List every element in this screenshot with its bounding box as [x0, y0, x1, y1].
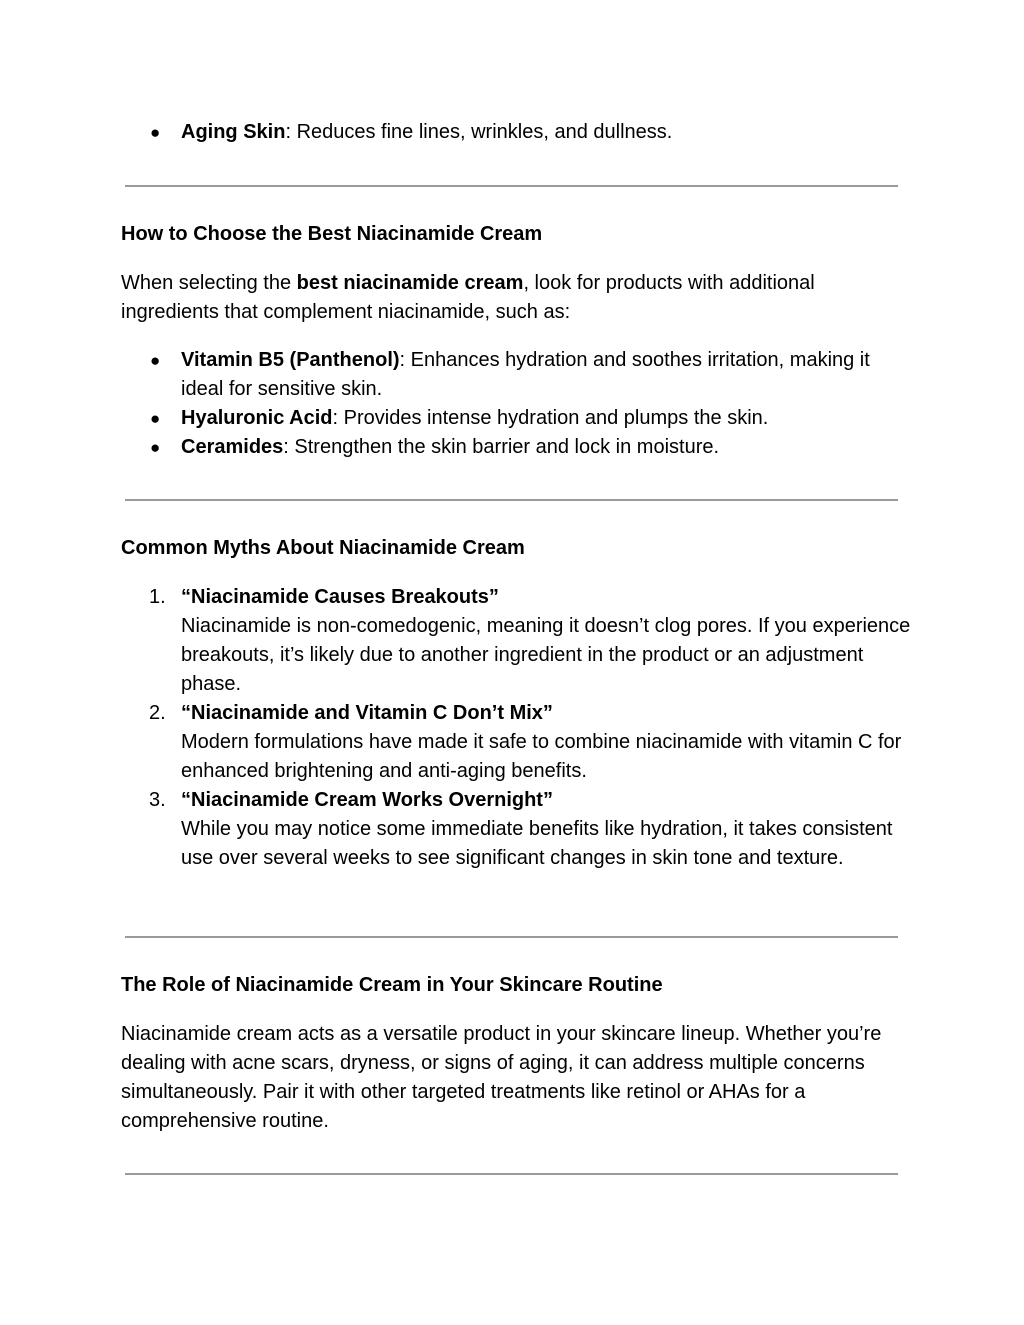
- list-item-text: : Enhances hydration and soothes irritation, making it ideal for sensitive skin.: [181, 349, 870, 400]
- list-item-label: Aging Skin: [181, 121, 286, 143]
- intro-bold: best niacinamide cream: [296, 272, 524, 294]
- bullet-icon: ●: [150, 123, 161, 142]
- list-item: [121, 404, 911, 433]
- intro-text: When selecting the: [121, 272, 297, 294]
- myth-title: “Niacinamide and Vitamin C Don’t Mix”: [181, 702, 553, 724]
- divider: [125, 499, 898, 501]
- divider: [125, 1173, 898, 1175]
- list-number: 1.: [149, 586, 166, 608]
- list-item: [121, 346, 911, 404]
- ingredient-list: [121, 346, 911, 462]
- intro-text-tail: , look for products with additional ingredients that complement niacinamide, such as:: [121, 272, 815, 323]
- list-item-label: Hyaluronic Acid: [181, 407, 333, 429]
- list-item: [121, 583, 911, 699]
- bullet-icon: ●: [150, 351, 161, 370]
- section-body: Niacinamide cream acts as a versatile product in your skincare lineup. Whether you’re dealing with acne scars, dryness, or signs of aging, it can address multiple concerns simultaneously. Pair it with other targeted treatments like retinol or AHAs for a comprehensive routine.: [121, 1023, 882, 1132]
- list-item-text: : Reduces fine lines, wrinkles, and dullness.: [285, 121, 673, 143]
- list-item-label: Ceramides: [181, 436, 284, 458]
- list-item: [121, 433, 911, 462]
- list-item-text: : Provides intense hydration and plumps the skin.: [332, 407, 769, 429]
- divider: [125, 936, 898, 938]
- myth-title: “Niacinamide Causes Breakouts”: [181, 586, 499, 608]
- divider: [125, 185, 898, 187]
- section-heading-role: The Role of Niacinamide Cream in Your Skincare Routine: [121, 974, 663, 996]
- list-number: 2.: [149, 702, 166, 724]
- list-item-text: : Strengthen the skin barrier and lock in moisture.: [283, 436, 720, 458]
- top-bullet-list: [121, 118, 911, 147]
- section-intro: [121, 269, 911, 327]
- myths-list: [121, 583, 911, 873]
- list-item: [121, 118, 911, 147]
- section-heading-myths: Common Myths About Niacinamide Cream: [121, 537, 525, 559]
- list-item: [121, 699, 911, 786]
- list-item: [121, 786, 911, 873]
- bullet-icon: ●: [150, 409, 161, 428]
- list-item-label: Vitamin B5 (Panthenol): [181, 349, 400, 371]
- list-number: 3.: [149, 789, 166, 811]
- myth-description: Modern formulations have made it safe to combine niacinamide with vitamin C for enhanced brightening and anti-aging benefits.: [181, 731, 902, 782]
- bullet-icon: ●: [150, 438, 161, 457]
- section-heading-choose: How to Choose the Best Niacinamide Cream: [121, 223, 543, 245]
- myth-description: While you may notice some immediate benefits like hydration, it takes consistent use over several weeks to see significant changes in skin tone and texture.: [181, 818, 893, 869]
- myth-description: Niacinamide is non-comedogenic, meaning it doesn’t clog pores. If you experience breakouts, it’s likely due to another ingredient in the product or an adjustment phase.: [181, 615, 911, 695]
- myth-title: “Niacinamide Cream Works Overnight”: [181, 789, 553, 811]
